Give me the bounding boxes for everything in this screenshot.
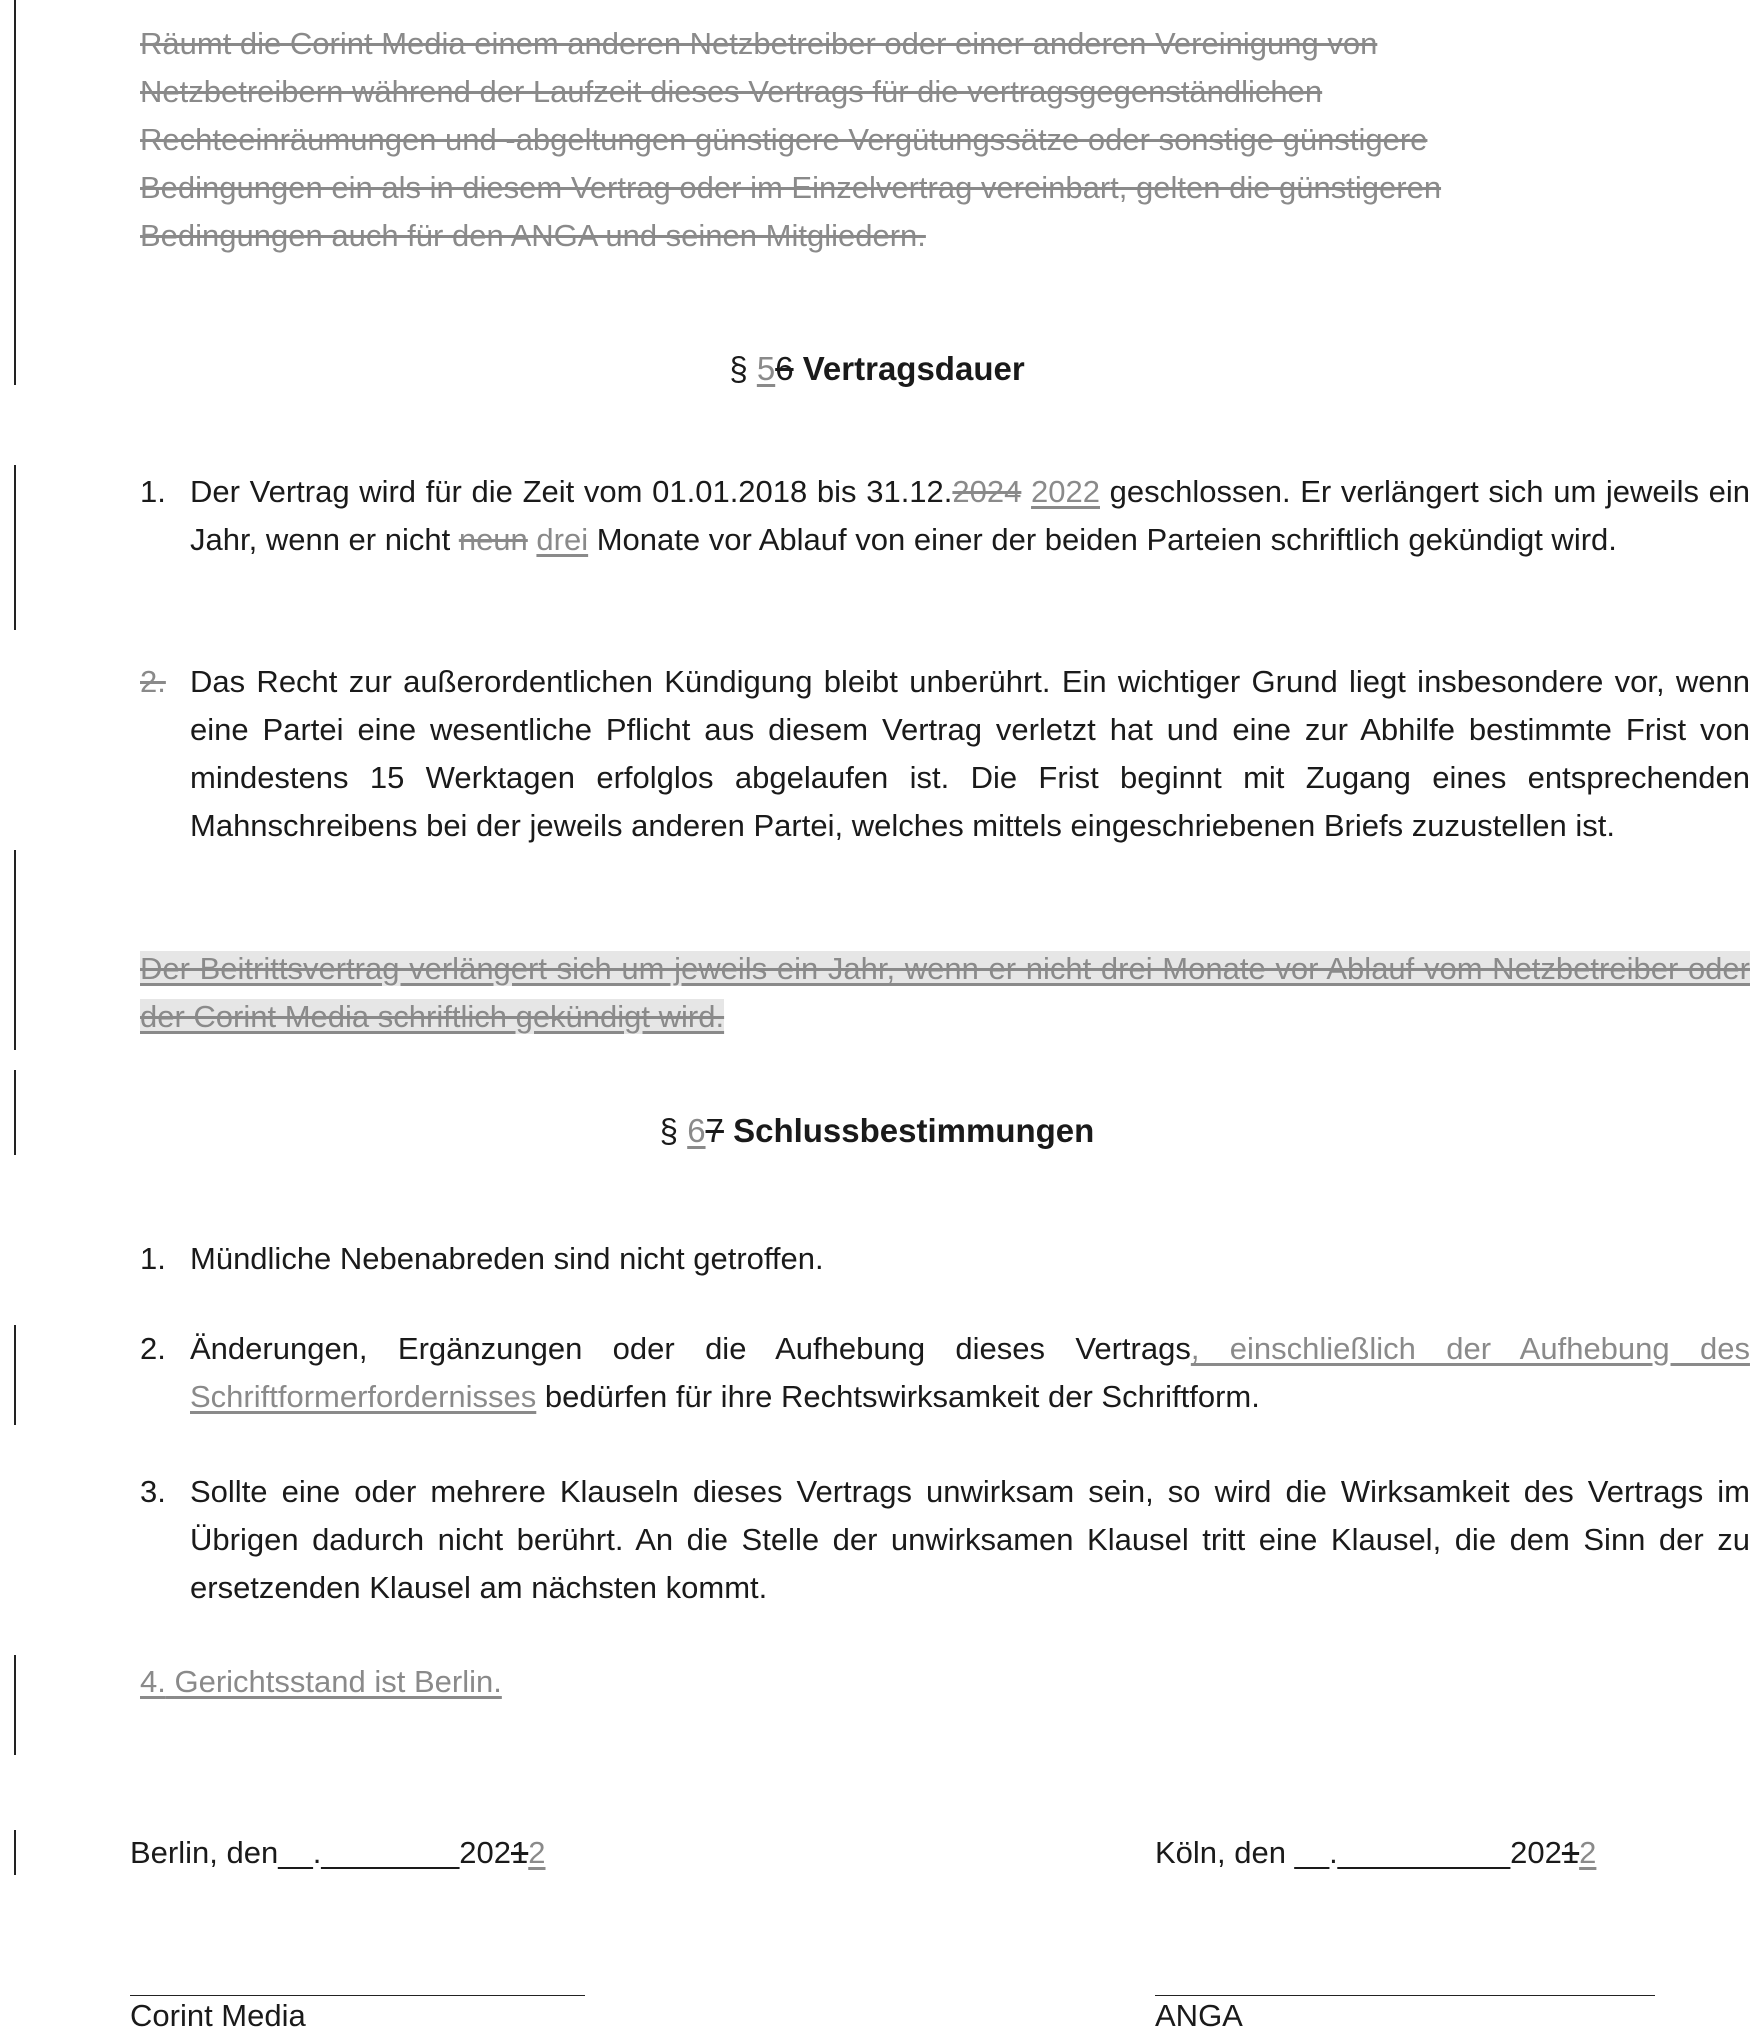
inserted-text: drei (536, 522, 589, 558)
signature-line-right (1155, 1995, 1655, 1996)
signature-date-right: Köln, den __.__________20212 (1155, 1835, 1597, 1870)
clause-text: Sollte eine oder mehrere Klauseln dieses Vertrags unwirksam sein, so wird die Wirksamkeit des Vertrags im Übrigen dadurch nicht berührt. An die Stelle der unwirksamen Klausel tritt eine Klausel, die dem Sinn der zu ersetzenden Klausel am nächsten kommt. (190, 1474, 1750, 1606)
intro-line: Rechteeinräumungen und -abgeltungen günstigere Vergütungssätze oder sonstige günstigere (140, 122, 1428, 157)
inserted-number: 6 (687, 1112, 706, 1149)
section-title: Vertragsdauer (793, 350, 1025, 387)
deleted-text: 2024 (952, 474, 1022, 509)
clause-number: 1. (140, 474, 166, 509)
clause-item (140, 1235, 1750, 1283)
change-bar (14, 1325, 16, 1425)
change-bar (14, 1655, 16, 1755)
clause-item (140, 1325, 1750, 1421)
intro-line: Räumt die Corint Media einem anderen Netzbetreiber oder einer anderen Vereinigung von (140, 26, 1378, 61)
deleted-paragraph: Der Beitrittsvertrag verlängert sich um jeweils ein Jahr, wenn er nicht drei Monate vor Ablauf vom Netzbetreiber oder der Corint Media schriftlich gekündigt wird. (140, 951, 1750, 1035)
inserted-clause-item (140, 1658, 1750, 1706)
inserted-text: 2022 (1031, 474, 1100, 509)
section-heading-schlussbestimmungen: § 67 Schlussbestimmungen (659, 1112, 1095, 1149)
clause-number: 1. (140, 1241, 166, 1276)
clause-item (140, 468, 1750, 564)
clause-text: Mündliche Nebenabreden sind nicht getroffen. (190, 1241, 824, 1276)
clause-text: Änderungen, Ergänzungen oder die Aufhebung dieses Vertrags, einschließlich der Aufhebung des Schriftformerfordernisses bedürfen für ihre Rechtswirksamkeit der Schriftform. (190, 1331, 1750, 1415)
inserted-text: , einschließlich der Aufhebung des Schriftformerfordernisses (190, 1331, 1750, 1415)
intro-line: Netzbetreibern während der Laufzeit dieses Vertrags für die vertragsgegenständlichen (140, 74, 1323, 109)
deleted-text: 1 (1561, 1835, 1580, 1870)
deleted-text: neun (458, 522, 528, 558)
inserted-text: 2 (1579, 1835, 1597, 1870)
signature-date-left: Berlin, den__.________20212 (130, 1835, 546, 1870)
clause-number: 3. (140, 1474, 166, 1509)
deleted-text: 1 (511, 1835, 529, 1870)
intro-line: Bedingungen auch für den ANGA und seinen Mitgliedern. (140, 218, 926, 253)
clause-text: Das Recht zur außerordentlichen Kündigung bleibt unberührt. Ein wichtiger Grund liegt insbesondere vor, wenn eine Partei eine wesentliche Pflicht aus diesem Vertrag verletzt hat und eine zur Abhilfe bestimmte Frist von mindestens 15 Werktagen erfolglos abgelaufen ist. Die Frist beginnt mit Zugang eines entsprechenden Mahnschreibens bei der jeweils anderen Partei, welches mittels eingeschriebenen Briefs zuzustellen ist. (190, 664, 1750, 844)
section-title: Schlussbestimmungen (723, 1112, 1095, 1149)
clause-item (140, 1468, 1750, 1612)
inserted-number: 5 (756, 350, 776, 387)
change-bar (14, 465, 16, 630)
clause-text: Der Vertrag wird für die Zeit vom 01.01.2018 bis 31.12.2024 2022 geschlossen. Er verlängert sich um jeweils ein Jahr, wenn er nicht neun drei Monate vor Ablauf von einer der beiden Parteien schriftlich gekündigt wird. (190, 474, 1750, 558)
intro-line: Bedingungen ein als in diesem Vertrag oder im Einzelvertrag vereinbart, gelten die günstigeren (140, 170, 1442, 205)
change-bar (14, 1830, 16, 1875)
section-heading-vertragsdauer: § 56 Vertragsdauer (729, 350, 1025, 387)
deleted-number: 6 (775, 350, 794, 387)
clause-item (140, 658, 1750, 850)
signature-line-left (130, 1995, 585, 1996)
clause-number: 2. (140, 1331, 166, 1366)
clause-number: 4. (140, 1664, 166, 1699)
signature-party-left: Corint Media (130, 1998, 306, 2033)
deleted-number: 7 (705, 1112, 724, 1149)
deleted-intro-paragraph (140, 20, 1750, 260)
change-bar (14, 0, 16, 385)
change-bar (14, 850, 16, 1050)
signature-party-right: ANGA (1155, 1998, 1243, 2033)
clause-text: Gerichtsstand ist Berlin. (174, 1664, 502, 1699)
clause-number: 2. (140, 664, 166, 699)
inserted-text: 2 (528, 1835, 546, 1870)
